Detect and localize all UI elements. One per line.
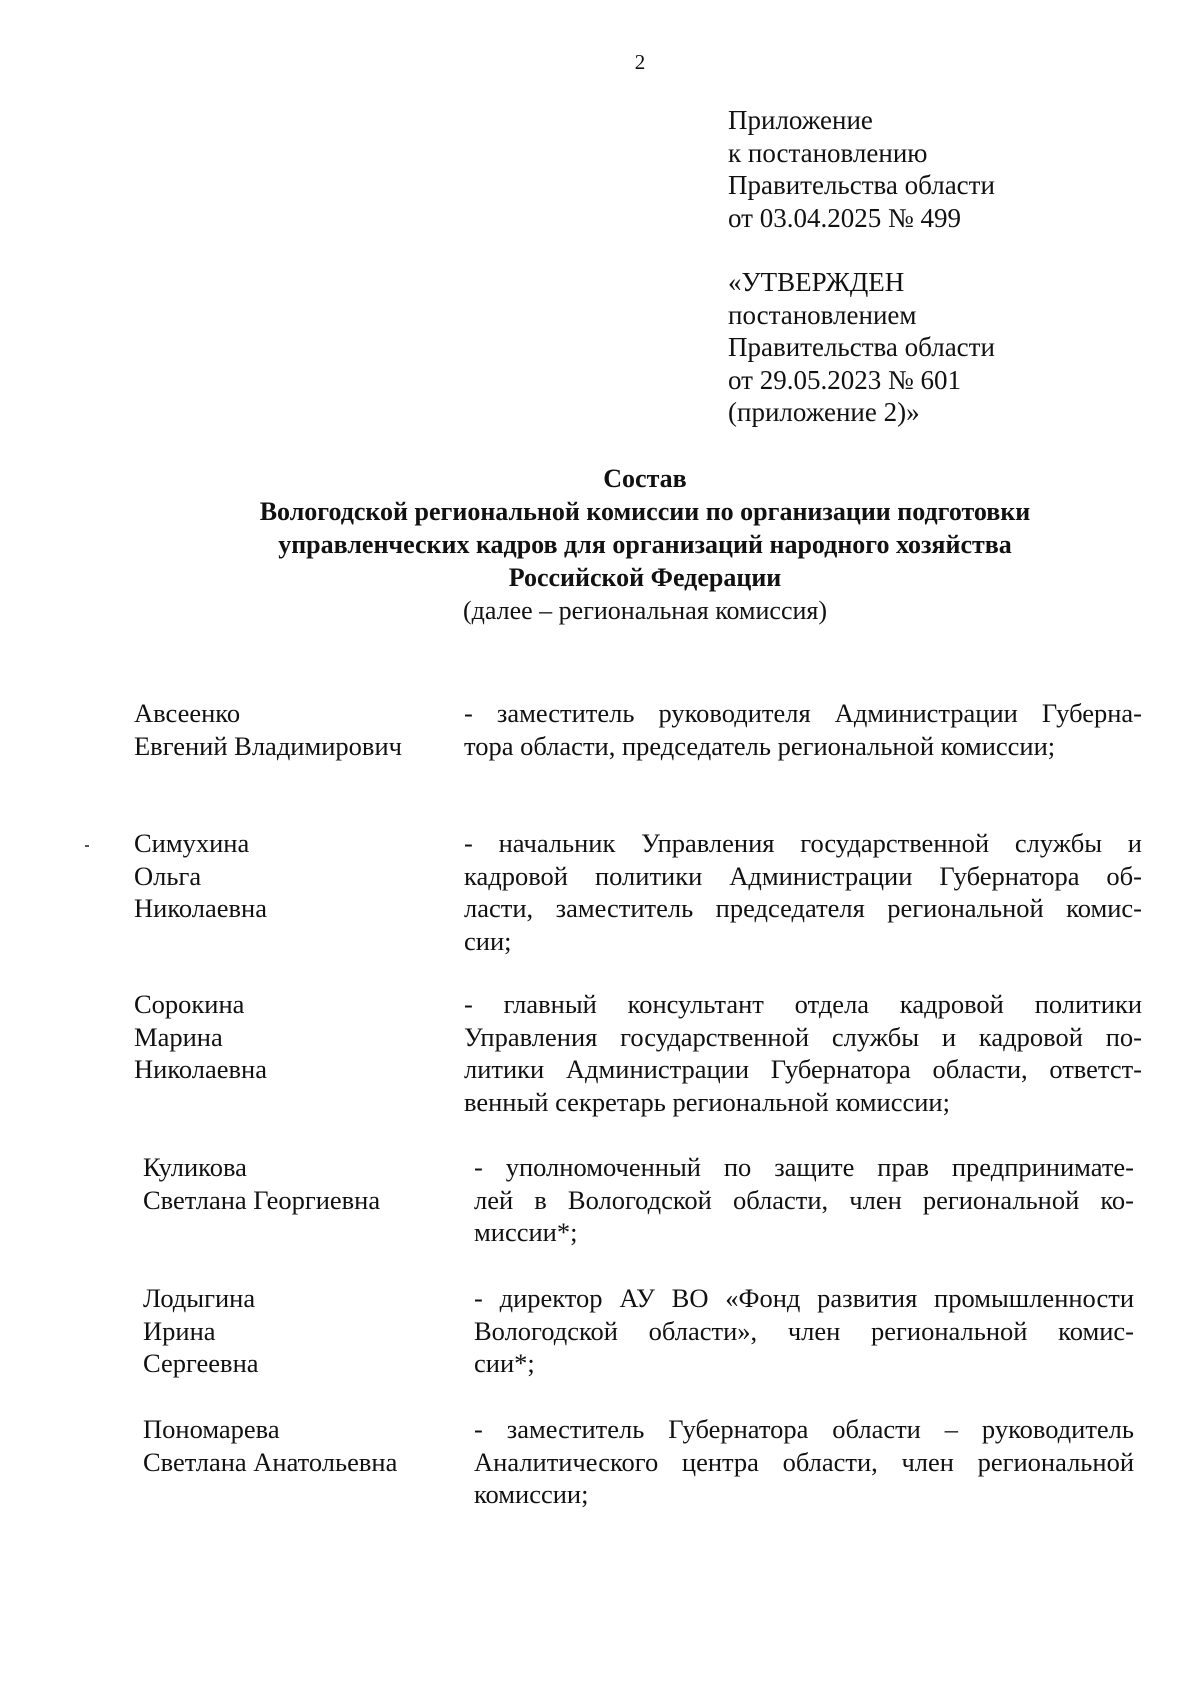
title-line: управленческих кадров для организаций народного хозяйства (278, 530, 1012, 559)
member-role: - уполномоченный по защите прав предпринимате- лей в Вологодской области, член региональной ко- миссии*; (474, 1152, 1134, 1247)
member-role: - заместитель руководителя Администрации Губерна- тора области, председатель региональной комиссии; (464, 698, 1142, 761)
member-role: - главный консультант отдела кадровой политики Управления государственной службы и кадровой по- литики Администрации Губернатора области, ответст- венный секретарь региональной комиссии; (464, 989, 1142, 1117)
approval-stamp-text (728, 266, 995, 429)
member-role: - заместитель Губернатора области – руководитель Аналитического центра области, член региональной комиссии; (474, 1414, 1134, 1509)
page-number: 2 (634, 50, 646, 74)
member-name: Сорокина Марина Николаевна (134, 989, 267, 1084)
member-name: Авсеенко Евгений Владимирович (134, 698, 402, 761)
title-subtitle: (далее – региональная комиссия) (462, 596, 828, 625)
annex-line: Правительства области (728, 170, 995, 200)
document-title (120, 462, 1170, 627)
approved-line: от 29.05.2023 № 601 (728, 364, 961, 395)
approved-line: постановлением (728, 299, 917, 330)
member-name: Лодыгина Ирина Сергеевна (143, 1283, 259, 1378)
annex-line: Приложение (728, 105, 873, 135)
annex-line: к постановлению (728, 137, 928, 168)
approved-line: (приложение 2)» (728, 397, 920, 427)
member-role: - начальник Управления государственной службы и кадровой политики Администрации Губернатора об- ласти, заместитель председателя региональной комис- сии; (464, 828, 1142, 956)
member-name: Куликова Светлана Георгиевна (143, 1152, 381, 1215)
annex-line: от 03.04.2025 № 499 (728, 202, 961, 233)
title-line: Вологодской региональной комиссии по организации подготовки (259, 497, 1031, 526)
title-heading: Состав (603, 464, 687, 493)
title-line: Российской Федерации (508, 563, 782, 592)
scan-artifact (85, 845, 89, 847)
member-name: Симухина Ольга Николаевна (134, 828, 267, 923)
approved-line: «УТВЕРЖДЕН (728, 267, 905, 297)
annex-reference (728, 104, 995, 234)
approved-line: Правительства области (728, 332, 995, 362)
member-name: Пономарева Светлана Анатольевна (143, 1414, 398, 1477)
member-role: - директор АУ ВО «Фонд развития промышленности Вологодской области», член региональной комис- сии*; (474, 1283, 1134, 1378)
